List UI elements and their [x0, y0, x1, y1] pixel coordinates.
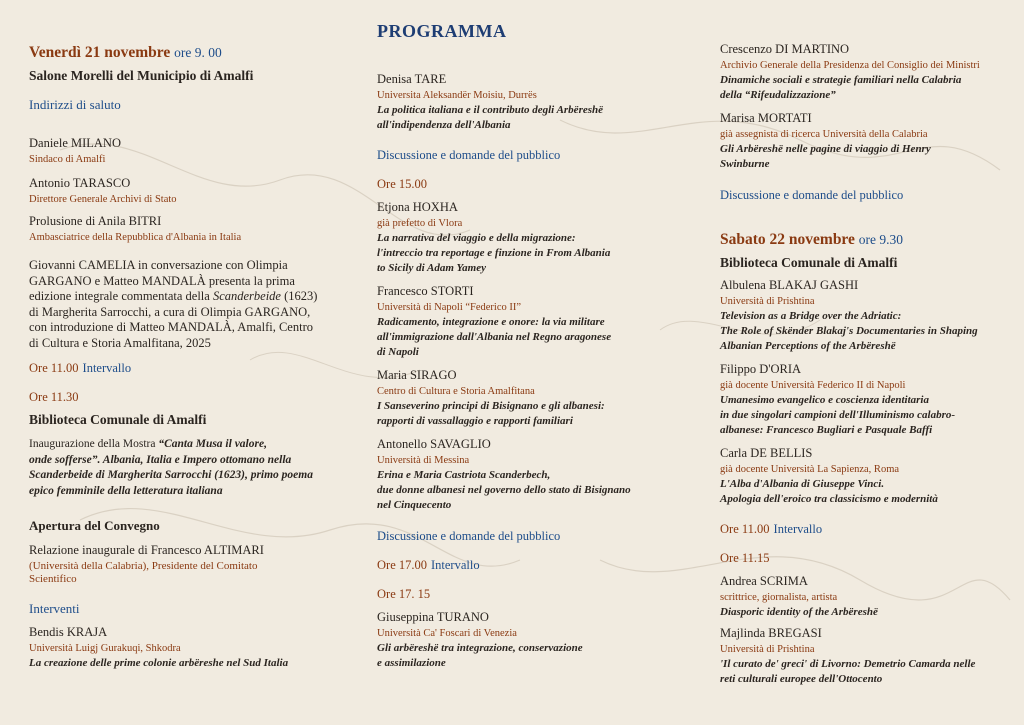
day-label: Sabato 22 novembre: [720, 231, 855, 248]
text-line: Erina e Maria Castriota Scanderbech,: [377, 469, 551, 481]
text-line: Swinburne: [720, 158, 770, 170]
speaker-affiliation: già docente Università La Sapienza, Roma: [720, 464, 900, 475]
time-label: Ore 11.00: [29, 361, 79, 375]
text-line: Dinamiche sociali e strategie familiari nella Calabria: [720, 74, 962, 86]
break-label: Intervallo: [82, 361, 132, 375]
text-line: all'indipendenza dell'Albania: [377, 119, 511, 131]
text-line: I Sanseverino principi di Bisignano e gli albanesi:: [377, 400, 605, 412]
day-label: Venerdì 21 novembre: [29, 44, 171, 61]
section-apertura: Apertura del Convegno: [29, 518, 160, 533]
venue: Biblioteca Comunale di Amalfi: [720, 255, 898, 270]
talk-title: [377, 315, 659, 360]
speaker-affiliation: Direttore Generale Archivi di Stato: [29, 194, 177, 205]
text-line: Giovanni CAMELIA in conversazione con Olimpia: [29, 258, 288, 272]
speaker-name: Marisa MORTATI: [720, 111, 812, 125]
text-line: Gli Arbëreshë nelle pagine di viaggio di Henry: [720, 143, 931, 155]
speaker-affiliation: [29, 560, 329, 586]
speaker-name: Denisa TARE: [377, 72, 447, 86]
time-slot: Ore 11.15: [720, 551, 770, 565]
text-span: Inaugurazione della Mostra: [29, 438, 159, 450]
text-line: due donne albanesi nel governo dello stato di Bisignano: [377, 484, 631, 496]
text-span: Scanderbeide di Margherita Sarrocchi (1623), primo poema: [29, 469, 313, 481]
time-slot: Ore 11.30: [29, 390, 79, 404]
speaker-affiliation: Università di Prishtina: [720, 644, 815, 655]
speaker-name: Francesco STORTI: [377, 284, 474, 298]
text-line: di Margherita Sarrocchi, a cura di Olimpia GARGANO,: [29, 304, 311, 319]
talk-title: [720, 142, 1005, 172]
text-line: Umanesimo evangelico e coscienza identitaria: [720, 394, 929, 406]
talk-title: [720, 73, 1005, 103]
text-line: Scientifico: [29, 573, 77, 585]
text-line: rapporti di vassallaggio e rapporti familiari: [377, 415, 573, 427]
text-line: albanese: Francesco Bugliari e Pasquale Baffi: [720, 424, 933, 436]
speaker-affiliation: Università di Prishtina: [720, 296, 815, 307]
presentation-text: [29, 258, 329, 351]
day-time: ore 9. 00: [174, 45, 222, 60]
text-line: Albanian Perceptions of the Arbëreshë: [720, 340, 896, 352]
text-span: onde sofferse”. Albania, Italia e Impero ottomano nella: [29, 453, 292, 466]
talk-title: [377, 641, 659, 671]
speaker-affiliation: Università Luigj Gurakuqi, Shkodra: [29, 643, 181, 654]
text-line: L'Alba d'Albania di Giuseppe Vinci.: [720, 478, 885, 490]
talk-title: [720, 309, 1005, 354]
speaker-name: Albulena BLAKAJ GASHI: [720, 278, 859, 292]
venue: Biblioteca Comunale di Amalfi: [29, 412, 207, 427]
speaker-name: Antonio TARASCO: [29, 176, 131, 190]
speaker-affiliation: scrittrice, giornalista, artista: [720, 592, 838, 603]
text-line: l'intreccio tra reportage e finzione in From Albania: [377, 247, 611, 259]
discussion: Discussione e domande del pubblico: [720, 188, 904, 202]
time-label: Ore 11.00: [720, 522, 770, 536]
speaker-name: Andrea SCRIMA: [720, 574, 808, 588]
break-label: Intervallo: [431, 558, 480, 572]
speaker-affiliation: già assegnista di ricerca Università della Calabria: [720, 129, 928, 140]
text-span: (1623): [280, 289, 318, 303]
talk-title: [720, 393, 1005, 438]
speaker-affiliation: Università Ca' Foscari di Venezia: [377, 628, 517, 639]
text-span: epico femminile della letteratura italiana: [29, 484, 223, 497]
speaker-affiliation: già prefetto di Vlora: [377, 218, 463, 229]
speaker-name: Antonello SAVAGLIO: [377, 437, 491, 451]
speaker-affiliation: Universita Aleksandër Moisiu, Durrës: [377, 90, 537, 101]
text-span: edizione integrale commentata della: [29, 289, 213, 303]
speaker-name: Filippo D'ORIA: [720, 362, 802, 376]
book-title: Scanderbeide: [212, 289, 281, 303]
text-line: di Cultura e Storia Amalfitana, 2025: [29, 335, 211, 350]
text-line: [29, 453, 329, 469]
page-title: PROGRAMMA: [377, 21, 507, 41]
text-line: [29, 468, 329, 484]
text-line: nel Cinquecento: [377, 499, 452, 511]
break-label: Intervallo: [773, 522, 823, 536]
exhibition-text: [29, 437, 329, 499]
text-line: Apologia dell'eroico tra classicismo e modernità: [720, 493, 938, 505]
day-heading: [720, 231, 1005, 249]
talk-title: [720, 477, 1005, 507]
speaker-affiliation: Università di Napoli “Federico II”: [377, 302, 522, 313]
text-line: [29, 437, 329, 453]
time-slot: Ore 17. 15: [377, 587, 431, 601]
discussion: Discussione e domande del pubblico: [377, 148, 561, 162]
speaker-name: Maria SIRAGO: [377, 368, 457, 382]
text-line: to Sicily di Adam Yamey: [377, 262, 486, 274]
text-line: della “Rifeudalizzazione”: [720, 89, 836, 101]
speaker-name: Daniele MILANO: [29, 136, 121, 150]
speaker-affiliation: Università di Messina: [377, 455, 470, 466]
speaker-affiliation: Sindaco di Amalfi: [29, 154, 106, 165]
speaker-name: Etjona HOXHA: [377, 200, 458, 214]
text-line: Gli arbëreshë tra integrazione, conservazione: [377, 642, 583, 654]
text-line: di Napoli: [377, 346, 419, 358]
text-line: in due singolari campioni dell'Illuminismo calabro-: [720, 409, 956, 421]
text-line: e assimilazione: [377, 657, 446, 669]
speaker-affiliation: Centro di Cultura e Storia Amalfitana: [377, 386, 535, 397]
text-line: all'immigrazione dall'Albania nel Regno aragonese: [377, 331, 612, 343]
time-slot: [720, 522, 1005, 537]
text-line: [29, 289, 329, 305]
day-heading: [29, 44, 329, 62]
text-line: Television as a Bridge over the Adriatic:: [720, 310, 902, 322]
text-line: con introduzione di Matteo MANDALÀ, Amalfi, Centro: [29, 320, 313, 334]
text-line: La narrativa del viaggio e della migrazione:: [377, 232, 576, 244]
talk-title: [720, 657, 1005, 687]
text-line: 'Il curato de' greci' di Livorno: Demetrio Camarda nelle: [720, 658, 976, 670]
speaker-affiliation: già docente Università Federico II di Napoli: [720, 380, 906, 391]
text-line: reti culturali europee dell'Ottocento: [720, 673, 883, 685]
day-time: ore 9.30: [858, 232, 904, 247]
speaker-name: Bendis KRAJA: [29, 625, 108, 639]
talk-title: La creazione delle prime colonie arbëreshe nel Sud Italia: [29, 657, 289, 669]
talk-title: [377, 399, 659, 429]
venue: Salone Morelli del Municipio di Amalfi: [29, 68, 254, 83]
discussion: Discussione e domande del pubblico: [377, 529, 561, 543]
text-line: Radicamento, integrazione e onore: la via militare: [377, 316, 605, 328]
text-line: The Role of Skënder Blakaj's Documentaries in Shaping: [720, 325, 978, 337]
speaker-affiliation: Ambasciatrice della Repubblica d'Albania in Italia: [29, 232, 242, 243]
time-label: Ore 17.00: [377, 558, 427, 572]
text-span: “Canta Musa il valore,: [158, 438, 267, 450]
section-saluti: Indirizzi di saluto: [29, 97, 121, 112]
talk-title: [377, 468, 659, 513]
text-line: [29, 484, 329, 500]
time-slot: Ore 15.00: [377, 177, 427, 191]
talk-title: Diasporic identity of the Arbëreshë: [720, 606, 878, 618]
text-line: La politica italiana e il contributo degli Arbëreshë: [377, 104, 604, 116]
speaker-name: Relazione inaugurale di Francesco ALTIMARI: [29, 543, 264, 557]
speaker-name: Prolusione di Anila BITRI: [29, 214, 162, 228]
time-slot: [377, 558, 659, 573]
talk-title: [377, 103, 659, 133]
speaker-name: Carla DE BELLIS: [720, 446, 813, 460]
text-line: GARGANO e Matteo MANDALÀ presenta la prima: [29, 273, 295, 288]
speaker-name: Majlinda BREGASI: [720, 626, 822, 640]
speaker-name: Crescenzo DI MARTINO: [720, 42, 850, 56]
speaker-affiliation: Archivio Generale della Presidenza del Consiglio dei Ministri: [720, 60, 980, 71]
talk-title: [377, 231, 659, 276]
text-line: (Università della Calabria), Presidente del Comitato: [29, 560, 258, 572]
speaker-name: Giuseppina TURANO: [377, 610, 489, 624]
section-interventi: Interventi: [29, 601, 80, 616]
time-slot: [29, 361, 329, 376]
